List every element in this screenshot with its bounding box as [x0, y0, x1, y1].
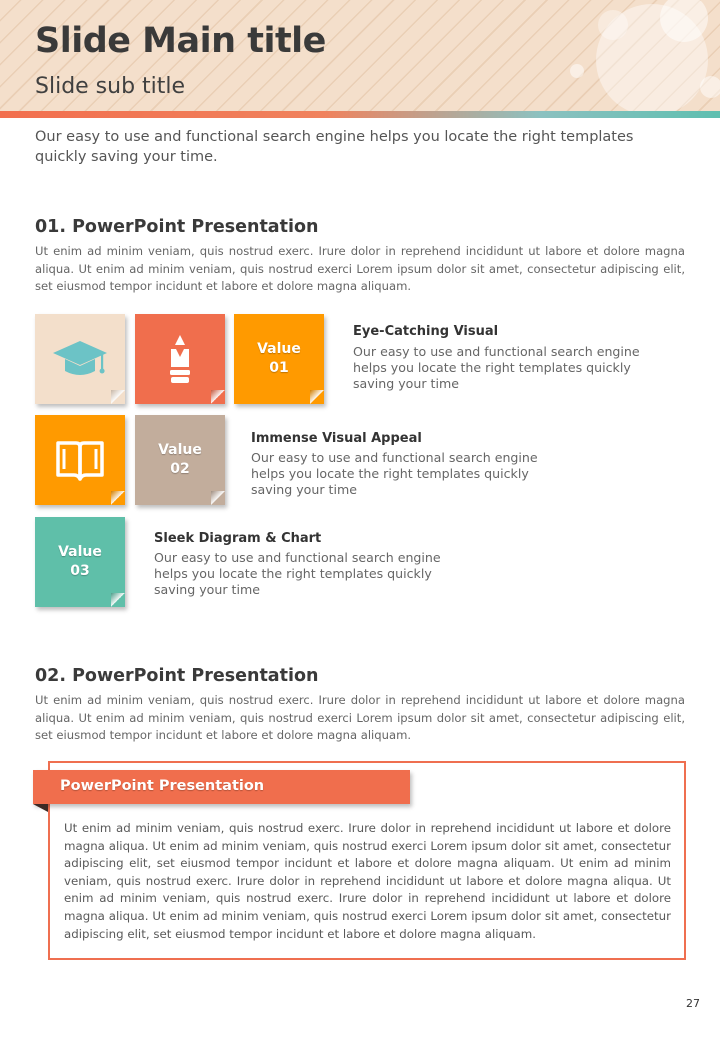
folded-corner — [211, 491, 225, 505]
slide-sub-title: Slide sub title — [35, 74, 186, 99]
feature-1-body: Our easy to use and functional search engine helps you locate the right templates quickly saving your time — [353, 344, 640, 391]
feature-3-body: Our easy to use and functional search engine helps you locate the right templates quickly saving your time — [154, 550, 441, 597]
section-2-body: Ut enim ad minim veniam, quis nostrud exerc. Irure dolor in reprehend incididunt ut labore et dolore magna aliqua. Ut enim ad minim veniam, quis nostrud exerci Lorem ipsum dolor sit amet, consectetur adipiscing elit, set eiusmod tempor incidunt et labore et dolore magna aliquam. — [35, 693, 685, 742]
tile-graduation — [35, 314, 125, 404]
folded-corner — [396, 790, 410, 804]
feature-2-body: Our easy to use and functional search engine helps you locate the right templates quickly saving your time — [251, 450, 538, 497]
tile-book — [35, 415, 125, 505]
feature-2-title: Immense Visual Appeal — [251, 431, 422, 446]
slide-header — [0, 0, 720, 111]
tile-value-number: 01 — [269, 360, 289, 376]
pencil-icon — [165, 333, 195, 385]
tile-pencil — [135, 314, 225, 404]
page-number: 27 — [686, 997, 700, 1010]
open-book-icon — [54, 438, 106, 482]
section-1-body: Ut enim ad minim veniam, quis nostrud exerc. Irure dolor in reprehend incididunt ut labore et dolore magna aliqua. Ut enim ad minim veniam, quis nostrud exerci Lorem ipsum dolor sit amet, consectetur adipiscing elit, set eiusmod tempor incidunt et labore et dolore magna aliquam. — [35, 244, 685, 293]
feature-1-title: Eye-Catching Visual — [353, 324, 499, 339]
tile-value-02 — [135, 415, 225, 505]
box-banner-title: PowerPoint Presentation — [60, 778, 265, 794]
box-body-text: Ut enim ad minim veniam, quis nostrud exerc. Irure dolor in reprehend incididunt ut labore et dolore magna aliqua. Ut enim ad minim veniam, quis nostrud exerci Lorem ipsum dolor sit amet, consectetur adipiscing elit, set eiusmod tempor incidunt et labore et dolore magna aliquam. Ut enim ad minim veniam, quis nostrud exerc. Irure dolor in reprehend incididunt ut labore et dolore magna aliqua. Ut enim ad minim veniam, quis nostrud exerc. Irure dolor in reprehend incididunt ut labore et dolore magna aliqua. Ut enim ad minim veniam, quis nostrud exerci Lorem ipsum dolor sit amet, consectetur adipiscing elit, set eiusmod tempor incidunt et labore et dolore magna aliquam. — [64, 821, 671, 941]
tile-value-label-line: Value — [257, 341, 301, 357]
tile-value-03-label — [58, 543, 102, 581]
box-banner — [33, 770, 410, 804]
intro-text: Our easy to use and functional search engine helps you locate the right templates quickly saving your time. — [35, 129, 634, 165]
folded-corner — [111, 390, 125, 404]
header-accent-bar — [0, 111, 720, 118]
tile-value-label-line: Value — [158, 442, 202, 458]
tile-value-02-label — [158, 441, 202, 479]
graduation-cap-icon — [51, 338, 109, 380]
feature-3-title: Sleek Diagram & Chart — [154, 531, 322, 546]
tile-value-01 — [234, 314, 324, 404]
folded-corner — [111, 491, 125, 505]
tile-value-01-label — [257, 340, 301, 378]
section-1-title: 01. PowerPoint Presentation — [35, 217, 319, 237]
folded-corner — [111, 593, 125, 607]
folded-corner — [310, 390, 324, 404]
slide-main-title: Slide Main title — [35, 21, 326, 61]
folded-corner — [211, 390, 225, 404]
banner-fold — [33, 804, 48, 812]
section-2-title: 02. PowerPoint Presentation — [35, 666, 319, 686]
decor-bubble — [598, 10, 628, 40]
tile-value-number: 03 — [70, 563, 90, 579]
tile-value-label-line: Value — [58, 544, 102, 560]
tile-value-03 — [35, 517, 125, 607]
decor-bubble — [570, 64, 584, 78]
decor-bubble — [700, 76, 720, 98]
tile-value-number: 02 — [170, 461, 190, 477]
